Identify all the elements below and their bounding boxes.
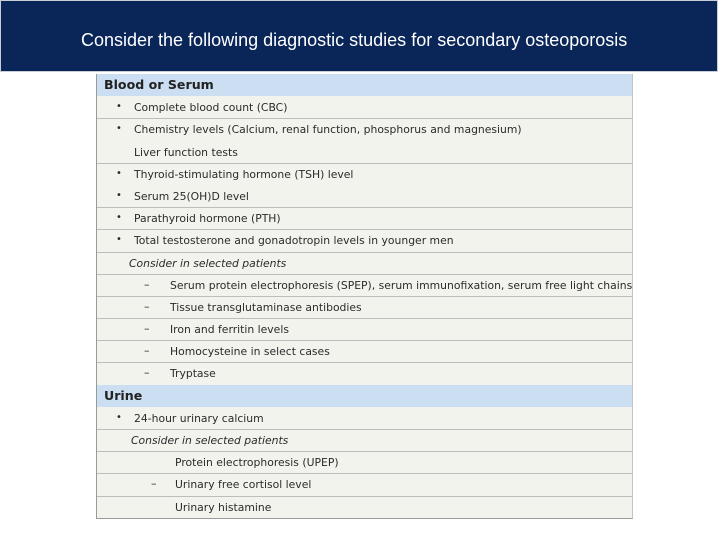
- bullet-icon: •: [116, 189, 122, 201]
- consider-row-urine: [97, 429, 632, 451]
- list-item: [97, 296, 632, 318]
- list-item-text: Parathyroid hormone (PTH): [134, 212, 281, 226]
- list-item: [97, 473, 632, 495]
- list-item: [97, 407, 632, 429]
- dash-icon: –: [144, 299, 150, 313]
- list-item: [97, 229, 632, 251]
- list-item-text: Protein electrophoresis (UPEP): [175, 456, 339, 470]
- section-header-blood: [97, 74, 632, 96]
- bullet-icon: •: [116, 234, 122, 246]
- dash-icon: –: [144, 344, 150, 358]
- section-header-urine: [97, 385, 632, 407]
- list-item-text: Chemistry levels (Calcium, renal function, phosphorus and magnesium): [134, 123, 522, 137]
- list-item: [97, 451, 632, 473]
- list-item-text: Thyroid-stimulating hormone (TSH) level: [134, 167, 354, 181]
- list-item-text: 24-hour urinary calcium: [134, 411, 264, 425]
- bullet-icon: •: [116, 167, 122, 179]
- dash-icon: –: [144, 322, 150, 336]
- list-item: [97, 185, 632, 207]
- list-item: [97, 207, 632, 229]
- bullet-icon: •: [116, 101, 122, 113]
- consider-row-blood: [97, 252, 632, 274]
- list-item-text: Urinary histamine: [175, 500, 272, 514]
- list-item: [97, 496, 632, 518]
- list-item-text: Total testosterone and gonadotropin levels in younger men: [134, 234, 454, 248]
- section-title-blood: Blood or Serum: [104, 77, 214, 92]
- list-item-text: Serum 25(OH)D level: [134, 189, 249, 203]
- list-item: [97, 96, 632, 118]
- list-item-text: Tissue transglutaminase antibodies: [170, 300, 362, 314]
- bullet-icon: •: [116, 411, 122, 423]
- list-item: [97, 118, 632, 140]
- list-item-text: Urinary free cortisol level: [175, 478, 312, 492]
- list-item: [97, 163, 632, 185]
- dash-icon: –: [151, 477, 157, 491]
- list-item: [97, 318, 632, 340]
- bullet-icon: •: [116, 123, 122, 135]
- page-title: Consider the following diagnostic studies for secondary osteoporosis: [81, 30, 628, 50]
- list-item-text: Complete blood count (CBC): [134, 101, 288, 115]
- dash-icon: –: [144, 366, 150, 380]
- title-banner: [0, 0, 718, 72]
- list-item-text: Liver function tests: [134, 145, 238, 159]
- list-item: [97, 274, 632, 296]
- list-item-text: Iron and ferritin levels: [170, 323, 289, 337]
- list-item-text: Tryptase: [170, 367, 216, 381]
- list-item-text: Serum protein electrophoresis (SPEP), serum immunofixation, serum free light chains: [170, 278, 632, 292]
- list-item: [97, 340, 632, 362]
- list-item: [97, 362, 632, 384]
- consider-label: Consider in selected patients: [131, 434, 289, 447]
- list-item: [97, 141, 632, 163]
- list-item-text: Homocysteine in select cases: [170, 345, 330, 359]
- section-title-urine: Urine: [104, 387, 143, 403]
- diagnostic-studies-table: [96, 74, 633, 519]
- dash-icon: –: [144, 277, 150, 291]
- bullet-icon: •: [116, 212, 122, 224]
- consider-label: Consider in selected patients: [129, 256, 287, 270]
